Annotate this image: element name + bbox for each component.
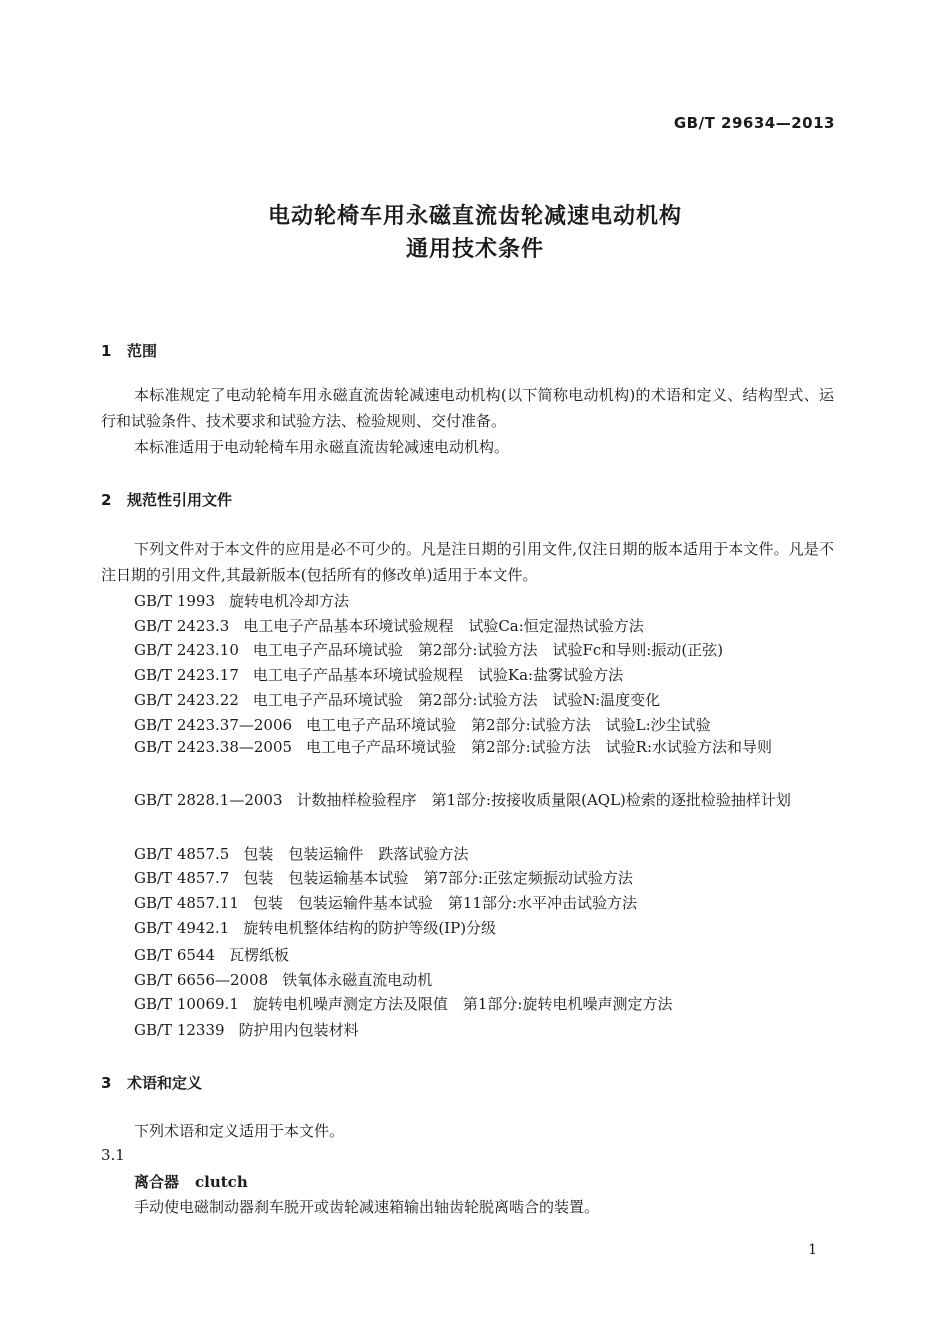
reference-title: 防护用内包装材料 bbox=[238, 1021, 359, 1039]
document-title-line1: 电动轮椅车用永磁直流齿轮减速电动机构 bbox=[267, 204, 682, 229]
reference-title: 旋转电机噪声测定方法及限值 第1部分:旋转电机噪声测定方法 bbox=[252, 995, 673, 1013]
reference-code: GB/T 6656—2008 bbox=[134, 971, 269, 989]
reference-code: GB/T 2423.22 bbox=[134, 691, 239, 709]
section-1-heading bbox=[101, 340, 157, 361]
section-title: 规范性引用文件 bbox=[127, 491, 233, 509]
reference-title: 电工电子产品环境试验 第2部分:试验方法 试验L:沙尘试验 bbox=[306, 716, 711, 734]
document-title-line2: 通用技术条件 bbox=[405, 237, 544, 262]
reference-code: GB/T 10069.1 bbox=[134, 995, 239, 1013]
reference-title: 铁氧体永磁直流电动机 bbox=[282, 971, 433, 989]
reference-code: GB/T 4857.11 bbox=[134, 894, 239, 912]
term-chinese: 离合器 bbox=[134, 1173, 180, 1191]
reference-code: GB/T 2423.17 bbox=[134, 666, 239, 684]
reference-item bbox=[101, 787, 834, 813]
term-entry bbox=[134, 1171, 248, 1192]
reference-code: GB/T 6544 bbox=[134, 946, 216, 964]
reference-item bbox=[134, 615, 644, 636]
section-1-paragraph-2: 本标准适用于电动轮椅车用永磁直流齿轮减速电动机构。 bbox=[134, 438, 510, 456]
reference-item bbox=[134, 664, 623, 685]
section-number: 1 bbox=[101, 342, 112, 360]
reference-title: 计数抽样检验程序 第1部分:按接收质量限(AQL)检索的逐批检验抽样计划 bbox=[296, 791, 791, 809]
reference-title: 包装 包装运输件基本试验 第11部分:水平冲击试验方法 bbox=[252, 894, 638, 912]
reference-code: GB/T 4857.5 bbox=[134, 845, 230, 863]
reference-item bbox=[134, 639, 723, 660]
term-english: clutch bbox=[195, 1173, 248, 1191]
section-number: 3 bbox=[101, 1074, 112, 1092]
reference-title: 旋转电机冷却方法 bbox=[229, 592, 350, 610]
standard-code: GB/T 29634—2013 bbox=[673, 114, 835, 132]
reference-title: 包装 包装运输件 跌落试验方法 bbox=[243, 845, 469, 863]
page-number: 1 bbox=[808, 1242, 817, 1258]
reference-title: 瓦楞纸板 bbox=[229, 946, 290, 964]
reference-title: 电工电子产品环境试验 第2部分:试验方法 试验R:水试验方法和导则 bbox=[306, 738, 772, 756]
reference-title: 旋转电机整体结构的防护等级(IP)分级 bbox=[243, 919, 497, 937]
reference-code: GB/T 2423.3 bbox=[134, 617, 230, 635]
reference-code: GB/T 12339 bbox=[134, 1021, 225, 1039]
reference-item bbox=[134, 689, 660, 710]
reference-title: 电工电子产品环境试验 第2部分:试验方法 试验Fc和导则:振动(正弦) bbox=[252, 641, 724, 659]
reference-item bbox=[134, 714, 711, 735]
reference-item bbox=[134, 969, 432, 990]
reference-item bbox=[134, 843, 468, 864]
reference-item bbox=[134, 590, 349, 611]
section-2-heading bbox=[101, 489, 232, 510]
term-definition: 手动使电磁制动器刹车脱开或齿轮减速箱输出轴齿轮脱离啮合的装置。 bbox=[134, 1198, 600, 1216]
reference-code: GB/T 2423.10 bbox=[134, 641, 239, 659]
section-2-intro: 下列文件对于本文件的应用是必不可少的。凡是注日期的引用文件,仅注日期的版本适用于本文件。凡是不注日期的引用文件,其最新版本(包括所有的修改单)适用于本文件。 bbox=[101, 540, 834, 584]
section-title: 范围 bbox=[127, 342, 158, 360]
reference-item bbox=[134, 867, 633, 888]
reference-code: GB/T 1993 bbox=[134, 592, 216, 610]
reference-code: GB/T 2423.38—2005 bbox=[134, 738, 293, 756]
clause-number: 3.1 bbox=[101, 1146, 125, 1164]
reference-title: 电工电子产品基本环境试验规程 试验Ca:恒定湿热试验方法 bbox=[243, 617, 644, 635]
reference-code: GB/T 2423.37—2006 bbox=[134, 716, 293, 734]
reference-title: 电工电子产品基本环境试验规程 试验Ka:盐雾试验方法 bbox=[252, 666, 624, 684]
reference-code: GB/T 4942.1 bbox=[134, 919, 230, 937]
reference-title: 电工电子产品环境试验 第2部分:试验方法 试验N:温度变化 bbox=[252, 691, 661, 709]
reference-item bbox=[134, 993, 672, 1014]
reference-item bbox=[134, 944, 289, 965]
reference-item bbox=[101, 734, 834, 760]
section-number: 2 bbox=[101, 491, 112, 509]
reference-code: GB/T 2828.1—2003 bbox=[134, 791, 283, 809]
reference-title: 包装 包装运输基本试验 第7部分:正弦定频振动试验方法 bbox=[243, 869, 633, 887]
reference-item bbox=[134, 917, 496, 938]
section-1-paragraph-1: 本标准规定了电动轮椅车用永磁直流齿轮减速电动机构(以下简称电动机构)的术语和定义、结构型式、运行和试验条件、技术要求和试验方法、检验规则、交付准备。 bbox=[101, 386, 834, 430]
reference-code: GB/T 4857.7 bbox=[134, 869, 230, 887]
reference-item bbox=[134, 1019, 359, 1040]
reference-item bbox=[134, 892, 637, 913]
section-3-heading bbox=[101, 1072, 202, 1093]
section-3-intro: 下列术语和定义适用于本文件。 bbox=[134, 1122, 345, 1140]
section-title: 术语和定义 bbox=[127, 1074, 203, 1092]
